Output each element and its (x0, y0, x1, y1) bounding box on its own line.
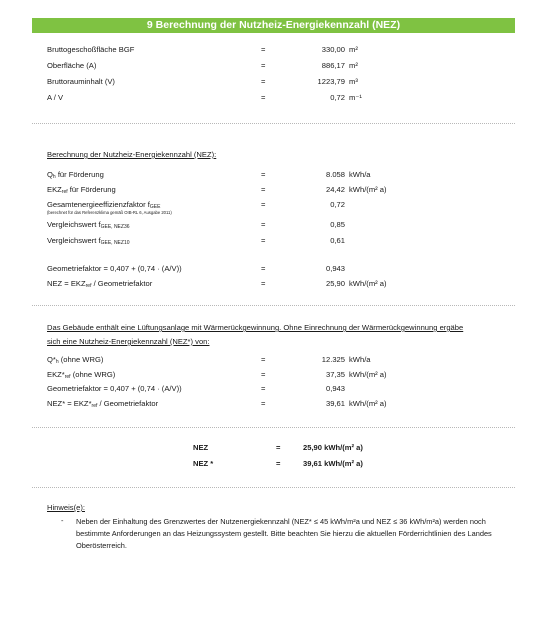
row-label: Geometriefaktor = 0,407 + (0,74 · (A/V)) (47, 384, 182, 393)
row-value: 39,61 (325, 399, 345, 408)
gee-note: (berechnet für das Referenzklima gemäß OIB-RL 6, Ausgabe 2011) (47, 210, 172, 215)
summary-value: 25,90 kWh/(m² a) (303, 443, 363, 452)
equals-sign: = (276, 459, 281, 468)
equals-sign: = (261, 220, 266, 229)
row-label: $Q_h$ für Förderung (47, 170, 104, 180)
row-label: A / V (47, 93, 64, 102)
equals-sign: = (261, 170, 266, 179)
hint-bullet: - (61, 516, 64, 525)
row-value: 0,72 (330, 200, 345, 209)
row-label: Vergleichswert $f_{GEE, NEZ10}$ (47, 236, 130, 246)
divider (32, 123, 515, 124)
row-value: 0,943 (325, 264, 345, 273)
equals-sign: = (261, 61, 266, 70)
row-value: 25,90 (325, 279, 345, 288)
summary-nez-star (47, 458, 517, 470)
section-banner: 9 Berechnung der Nutzheiz-Energiekennzahl (NEZ) (32, 18, 515, 33)
equals-sign: = (261, 355, 266, 364)
section-title-nez: Berechnung der Nutzheiz-Energiekennzahl (NEZ): (47, 150, 217, 159)
row-unit: kWh/a (349, 170, 371, 179)
row-geometriefaktor (47, 263, 517, 275)
divider (32, 305, 515, 306)
section-title-nezstar-1: Das Gebäude enthält eine Lüftungsanlage mit Wärmerückgewinnung. Ohne Einrechnung der Wärmerückgewinnung ergäbe (47, 323, 464, 332)
equals-sign: = (261, 45, 266, 54)
row-value: 330,00 (321, 45, 345, 54)
row-unit: kWh/(m² a) (349, 399, 387, 408)
row-value: 1223,79 (317, 77, 345, 86)
divider (32, 427, 515, 428)
row-bgf (47, 44, 517, 56)
row-qh (47, 169, 517, 181)
equals-sign: = (261, 77, 266, 86)
equals-sign: = (261, 399, 266, 408)
row-unit: kWh/a (349, 355, 371, 364)
equals-sign: = (261, 279, 266, 288)
summary-value: 39,61 kWh/(m² a) (303, 459, 363, 468)
equals-sign: = (261, 236, 266, 245)
row-unit: kWh/(m² a) (349, 279, 387, 288)
row-geometriefaktor-star (47, 383, 517, 395)
row-unit: kWh/(m² a) (349, 370, 387, 379)
summary-label: NEZ (193, 443, 209, 452)
row-label: Geometriefaktor = 0,407 + (0,74 · (A/V)) (47, 264, 182, 273)
row-value: 0,61 (330, 236, 345, 245)
equals-sign: = (261, 370, 266, 379)
row-unit: m² (349, 45, 358, 54)
row-label: NEZ = $EKZ_{ref}$ / Geometriefaktor (47, 279, 153, 289)
row-label: $EKZ_{ref}$ für Förderung (47, 185, 116, 195)
row-unit: m⁻¹ (349, 93, 362, 102)
row-label: Vergleichswert $f_{GEE, NEZ36}$ (47, 220, 130, 230)
row-value: 0,943 (325, 384, 345, 393)
row-unit: m² (349, 61, 358, 70)
row-value: 12.325 (321, 355, 345, 364)
equals-sign: = (276, 443, 281, 452)
row-value: 37,35 (325, 370, 345, 379)
equals-sign: = (261, 200, 266, 209)
equals-sign: = (261, 185, 266, 194)
row-vergleich36 (47, 219, 517, 231)
section-title-nezstar-2: sich eine Nutzheiz-Energiekennzahl (NEZ*) von: (47, 337, 210, 346)
summary-label: NEZ * (193, 459, 214, 468)
row-value: 24,42 (325, 185, 345, 194)
row-qh-star (47, 354, 517, 366)
hint-text: Neben der Einhaltung des Grenzwertes der Nutzenergiekennzahl (NEZ* ≤ 45 kWh/m²a und NEZ ≤ 36 kWh/m²a) werden noch bestimmte Anforderungen an das Heizungssystem gestellt. Bitte beachten Sie hierzu die aktuellen Förderrichtlinien des Landes Oberösterreich. (76, 517, 492, 550)
row-oberflaeche (47, 60, 517, 72)
divider (32, 487, 515, 488)
row-vergleich10 (47, 235, 517, 247)
row-label: $NEZ* = EKZ*_{ref}$ / Geometriefaktor (47, 399, 159, 409)
row-label: $EKZ*_{ref}$ (ohne WRG) (47, 370, 116, 380)
equals-sign: = (261, 264, 266, 273)
row-unit: m³ (349, 77, 358, 86)
row-label: Bruttogeschoßfläche BGF (47, 45, 135, 54)
row-unit: kWh/(m² a) (349, 185, 387, 194)
row-label: Bruttorauminhalt (V) (47, 77, 115, 86)
row-ekz-star (47, 369, 517, 381)
summary-nez (47, 442, 517, 454)
row-value: 8.058 (325, 170, 345, 179)
hint-title: Hinweis(e): (47, 503, 85, 512)
row-nez (47, 278, 517, 290)
row-bruttorauminhalt (47, 76, 517, 88)
row-value: 886,17 (321, 61, 345, 70)
row-label: Gesamtenergieeffizienzfaktor $f_{GEE}$ (47, 200, 161, 210)
row-label: $Q*_h$ (ohne WRG) (47, 355, 104, 365)
row-value: 0,85 (330, 220, 345, 229)
row-av (47, 92, 517, 104)
row-nez-star (47, 398, 517, 410)
equals-sign: = (261, 93, 266, 102)
row-value: 0,72 (330, 93, 345, 102)
row-ekz (47, 184, 517, 196)
row-label: Oberfläche (A) (47, 61, 97, 70)
equals-sign: = (261, 384, 266, 393)
